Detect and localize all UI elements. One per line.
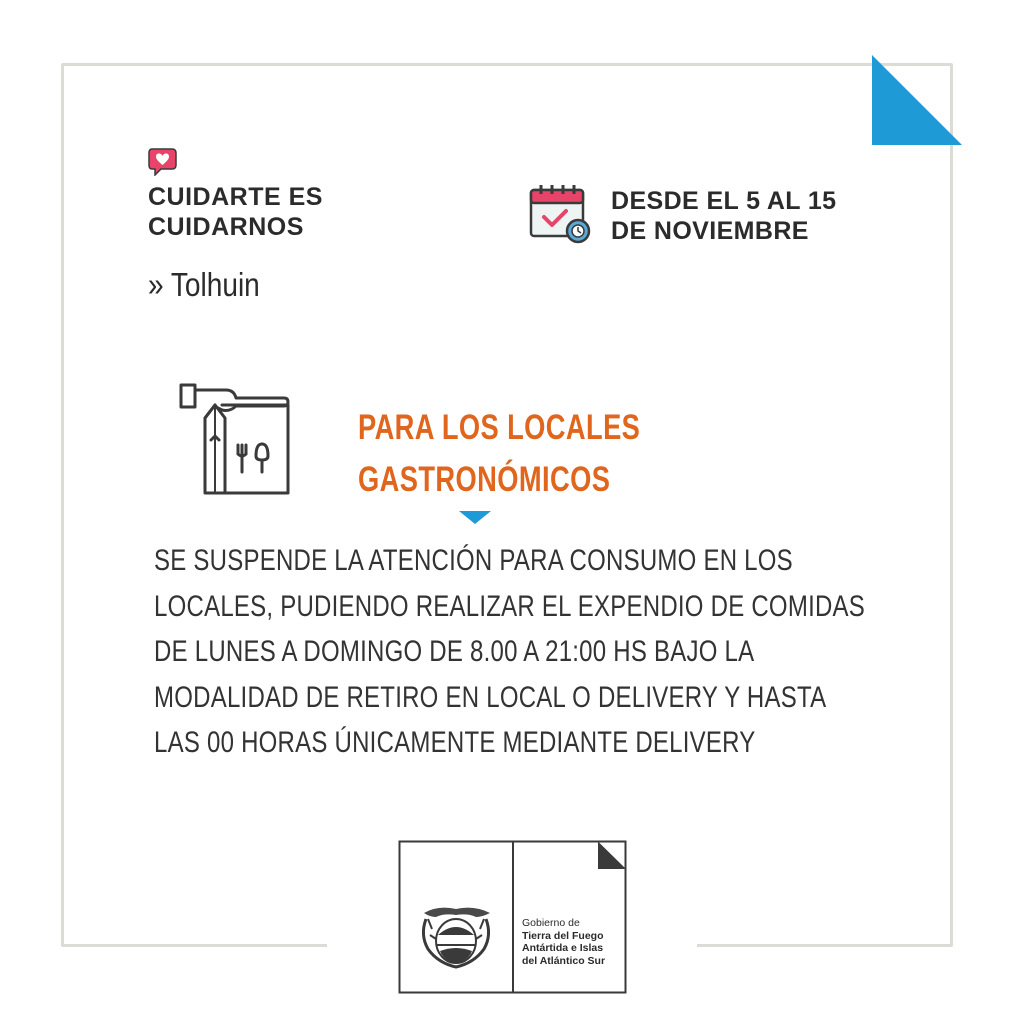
body-line: DE LUNES A DOMINGO DE 8.00 A 21:00 HS BAJO LA [154, 635, 755, 668]
body-line: MODALIDAD DE RETIRO EN LOCAL O DELIVERY Y HASTA [154, 680, 827, 714]
location-label: » Tolhuin [148, 266, 260, 303]
corner-triangle [870, 53, 964, 147]
section-heading-line-1: PARA LOS LOCALES [358, 408, 641, 447]
section-heading-line-2: GASTRONÓMICOS [358, 460, 611, 499]
logo-line-4: del Atlántico Sur [522, 954, 606, 967]
calendar-check-icon [528, 184, 592, 244]
campaign-title [148, 182, 323, 242]
campaign-line-1: CUIDARTE ES [148, 183, 323, 211]
date-line-1: DESDE EL 5 AL 15 [611, 187, 837, 215]
logo-line-2: Tierra del Fuego [522, 929, 604, 942]
announcement-body [154, 538, 865, 766]
date-range [611, 186, 836, 246]
heart-chat-icon [148, 148, 178, 176]
government-name [522, 917, 605, 967]
logo-line-3: Antártida e Islas [522, 942, 604, 954]
body-line: SE SUSPENDE LA ATENCIÓN PARA CONSUMO EN LOS [154, 544, 793, 577]
food-bag-delivery-icon [178, 380, 293, 498]
body-line: LAS 00 HORAS ÚNICAMENTE MEDIANTE DELIVERY [154, 726, 756, 759]
logo-line-1: Gobierno de [522, 917, 580, 929]
down-arrow-icon [459, 511, 491, 525]
body-line: LOCALES, PUDIENDO REALIZAR EL EXPENDIO DE COMIDAS [154, 589, 866, 623]
campaign-line-2: CUIDARNOS [148, 213, 304, 241]
section-heading [358, 402, 640, 506]
date-line-2: DE NOVIEMBRE [611, 217, 809, 245]
